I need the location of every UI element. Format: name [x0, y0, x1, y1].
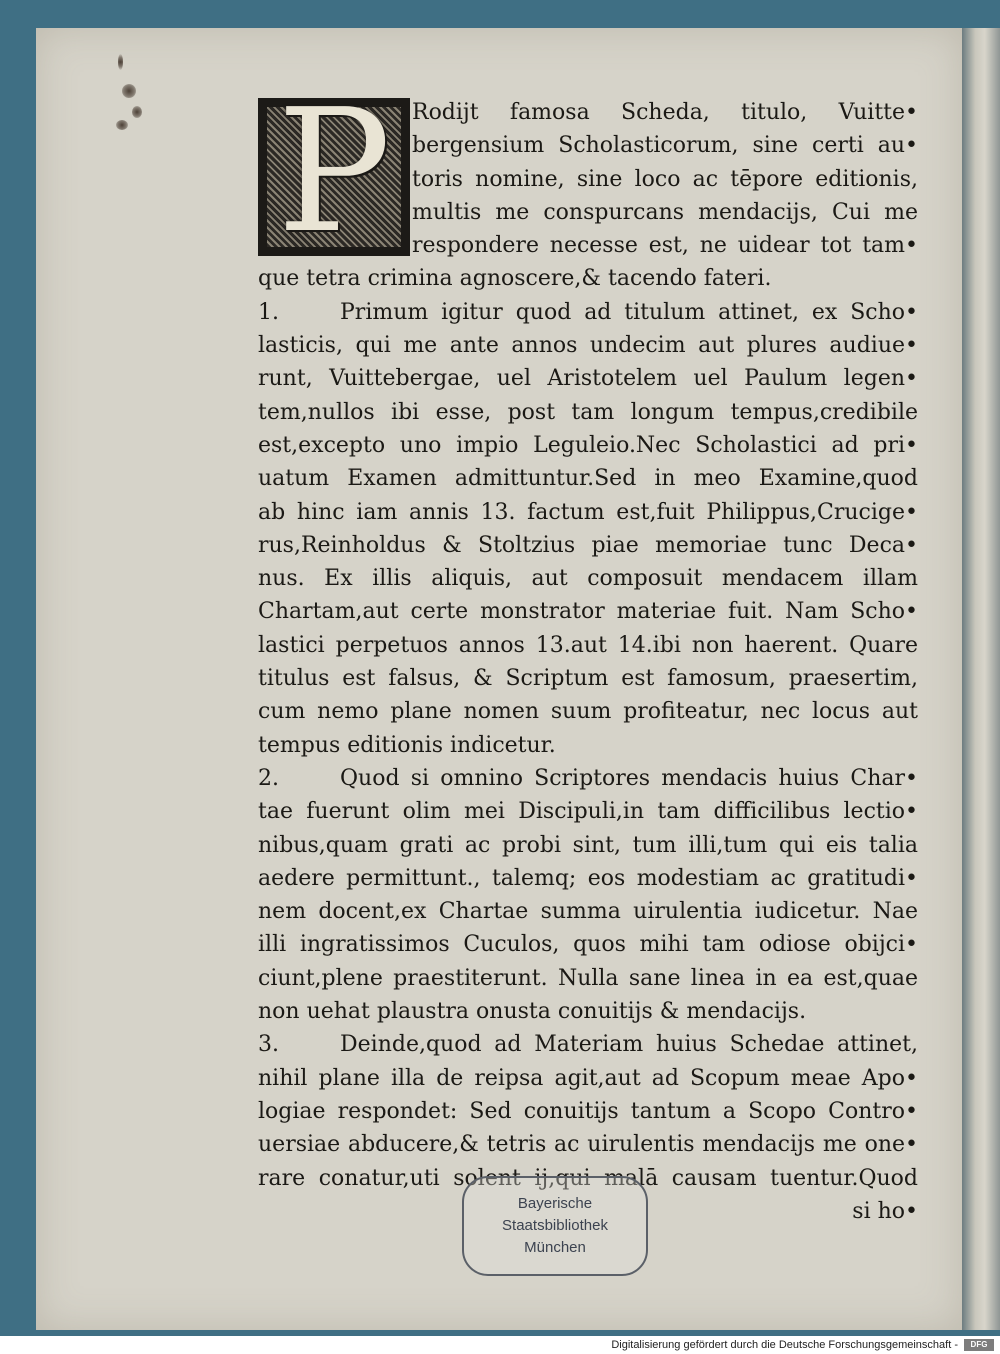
text-line	[412, 129, 918, 162]
text-line	[258, 1028, 918, 1061]
text-line	[258, 296, 918, 329]
line-text: est,excepto uno impio Leguleio.Nec Scholastici ad pri•	[258, 432, 918, 458]
text-line	[258, 729, 918, 762]
line-text: multis me conspurcans mendacijs, Cui me	[412, 199, 918, 225]
text-line	[258, 995, 918, 1028]
text-line	[258, 1062, 918, 1095]
text-line	[258, 962, 918, 995]
body-text	[258, 96, 918, 1228]
line-text: cum nemo plane nomen suum profiteatur, nec locus aut	[258, 699, 918, 725]
ink-stain	[132, 106, 142, 118]
section-number: 2.	[258, 765, 279, 791]
line-text: titulus est falsus, & Scriptum est famosum, praesertim,	[258, 666, 918, 692]
ink-stain	[118, 54, 123, 70]
line-text: rare conatur,uti solent ij,qui malā causam tuentur.Quod	[258, 1165, 918, 1191]
line-text: nihil plane illa de reipsa agit,aut ad Scopum meae Apo•	[258, 1065, 918, 1091]
text-line	[258, 629, 918, 662]
line-text: lastici perpetuos annos 13.aut 14.ibi non haerent. Quare	[258, 632, 918, 658]
text-line	[258, 895, 918, 928]
line-text: bergensium Scholasticorum, sine certi au•	[412, 133, 918, 159]
text-line	[258, 396, 918, 429]
text-line	[412, 196, 918, 229]
text-line	[258, 462, 918, 495]
line-text: non uehat plaustra onusta conuitijs & mendacijs.	[258, 999, 807, 1025]
line-text: respondere necesse est, ne uidear tot tam•	[412, 233, 918, 259]
line-text: Primum igitur quod ad titulum attinet, ex Scho•	[340, 299, 918, 325]
stamp-line: Staatsbibliothek	[502, 1217, 608, 1234]
line-text: Deinde,quod ad Materiam huius Schedae attinet,	[340, 1032, 918, 1058]
text-line	[412, 96, 918, 129]
text-line	[412, 229, 918, 262]
text-line	[258, 829, 918, 862]
line-text: Rodijt famosa Scheda, titulo, Vuitte•	[412, 100, 918, 125]
text-line	[258, 928, 918, 961]
library-stamp	[462, 1176, 648, 1276]
text-line	[258, 562, 918, 595]
line-text: nem docent,ex Chartae summa uirulentia iudicetur. Nae	[258, 899, 918, 925]
dfg-logo: DFG	[964, 1339, 994, 1351]
line-text: nibus,quam grati ac probi sint, tum illi,tum qui eis talia	[258, 832, 918, 858]
digitization-footer	[0, 1336, 1000, 1354]
text-line	[258, 595, 918, 628]
text-line	[258, 795, 918, 828]
text-line	[258, 329, 918, 362]
initial-letter: P	[276, 73, 392, 271]
section-number: 3.	[258, 1032, 279, 1058]
line-text: nus. Ex illis aliquis, aut composuit mendacem illam	[258, 566, 918, 592]
ink-stain	[122, 84, 136, 98]
line-text: ab hinc iam annis 13. factum est,fuit Philippus,Crucige•	[258, 499, 918, 525]
line-text: aedere permittunt., talemq; eos modestiam ac gratitudi•	[258, 865, 918, 891]
line-text: Quod si omnino Scriptores mendacis huius Char•	[340, 765, 918, 791]
next-page-edge	[962, 28, 1000, 1330]
text-line	[258, 529, 918, 562]
line-text: si ho•	[852, 1198, 918, 1224]
line-text: rus,Reinholdus & Stoltzius piae memoriae tunc Deca•	[258, 532, 918, 558]
stamp-line: München	[524, 1239, 586, 1256]
line-text: Chartam,aut certe monstrator materiae fuit. Nam Scho•	[258, 599, 918, 625]
text-line	[258, 662, 918, 695]
ink-stain	[116, 120, 128, 130]
line-text: toris nomine, sine loco ac tēpore editionis,	[412, 166, 918, 192]
text-line	[258, 496, 918, 529]
line-text: runt, Vuittebergae, uel Aristotelem uel Paulum legen•	[258, 366, 918, 392]
footer-text: Digitalisierung gefördert durch die Deutsche Forschungsgemeinschaft -	[611, 1339, 958, 1351]
text-line	[258, 1095, 918, 1128]
line-text: que tetra crimina agnoscere,& tacendo fateri.	[258, 266, 772, 292]
text-line	[258, 262, 918, 295]
text-line	[258, 695, 918, 728]
text-line	[258, 762, 918, 795]
line-text: ciunt,plene praestiterunt. Nulla sane linea in ea est,quae	[258, 965, 918, 991]
stamp-line: Bayerische	[517, 1195, 593, 1212]
line-text: tempus editionis indicetur.	[258, 732, 556, 758]
line-text: illi ingratissimos Cuculos, quos mihi tam odiose obijci•	[258, 932, 918, 958]
line-text: logiae respondet: Sed conuitijs tantum a Scopo Contro•	[258, 1098, 918, 1124]
text-line	[258, 429, 918, 462]
text-line	[258, 1128, 918, 1161]
text-line	[258, 862, 918, 895]
line-text: tae fuerunt olim mei Discipuli,in tam difficilibus lectio•	[258, 799, 918, 825]
text-line	[258, 362, 918, 395]
text-line	[412, 163, 918, 196]
section-number: 1.	[258, 299, 279, 325]
line-text: lasticis, qui me ante annos undecim aut plures audiue•	[258, 333, 918, 359]
line-text: tem,nullos ibi esse, post tam longum tempus,credibile	[258, 399, 918, 425]
line-text: uersiae abducere,& tetris ac uirulentis mendacijs me one•	[258, 1132, 918, 1158]
line-text: uatum Examen admittuntur.Sed in meo Examine,quod	[258, 466, 918, 492]
